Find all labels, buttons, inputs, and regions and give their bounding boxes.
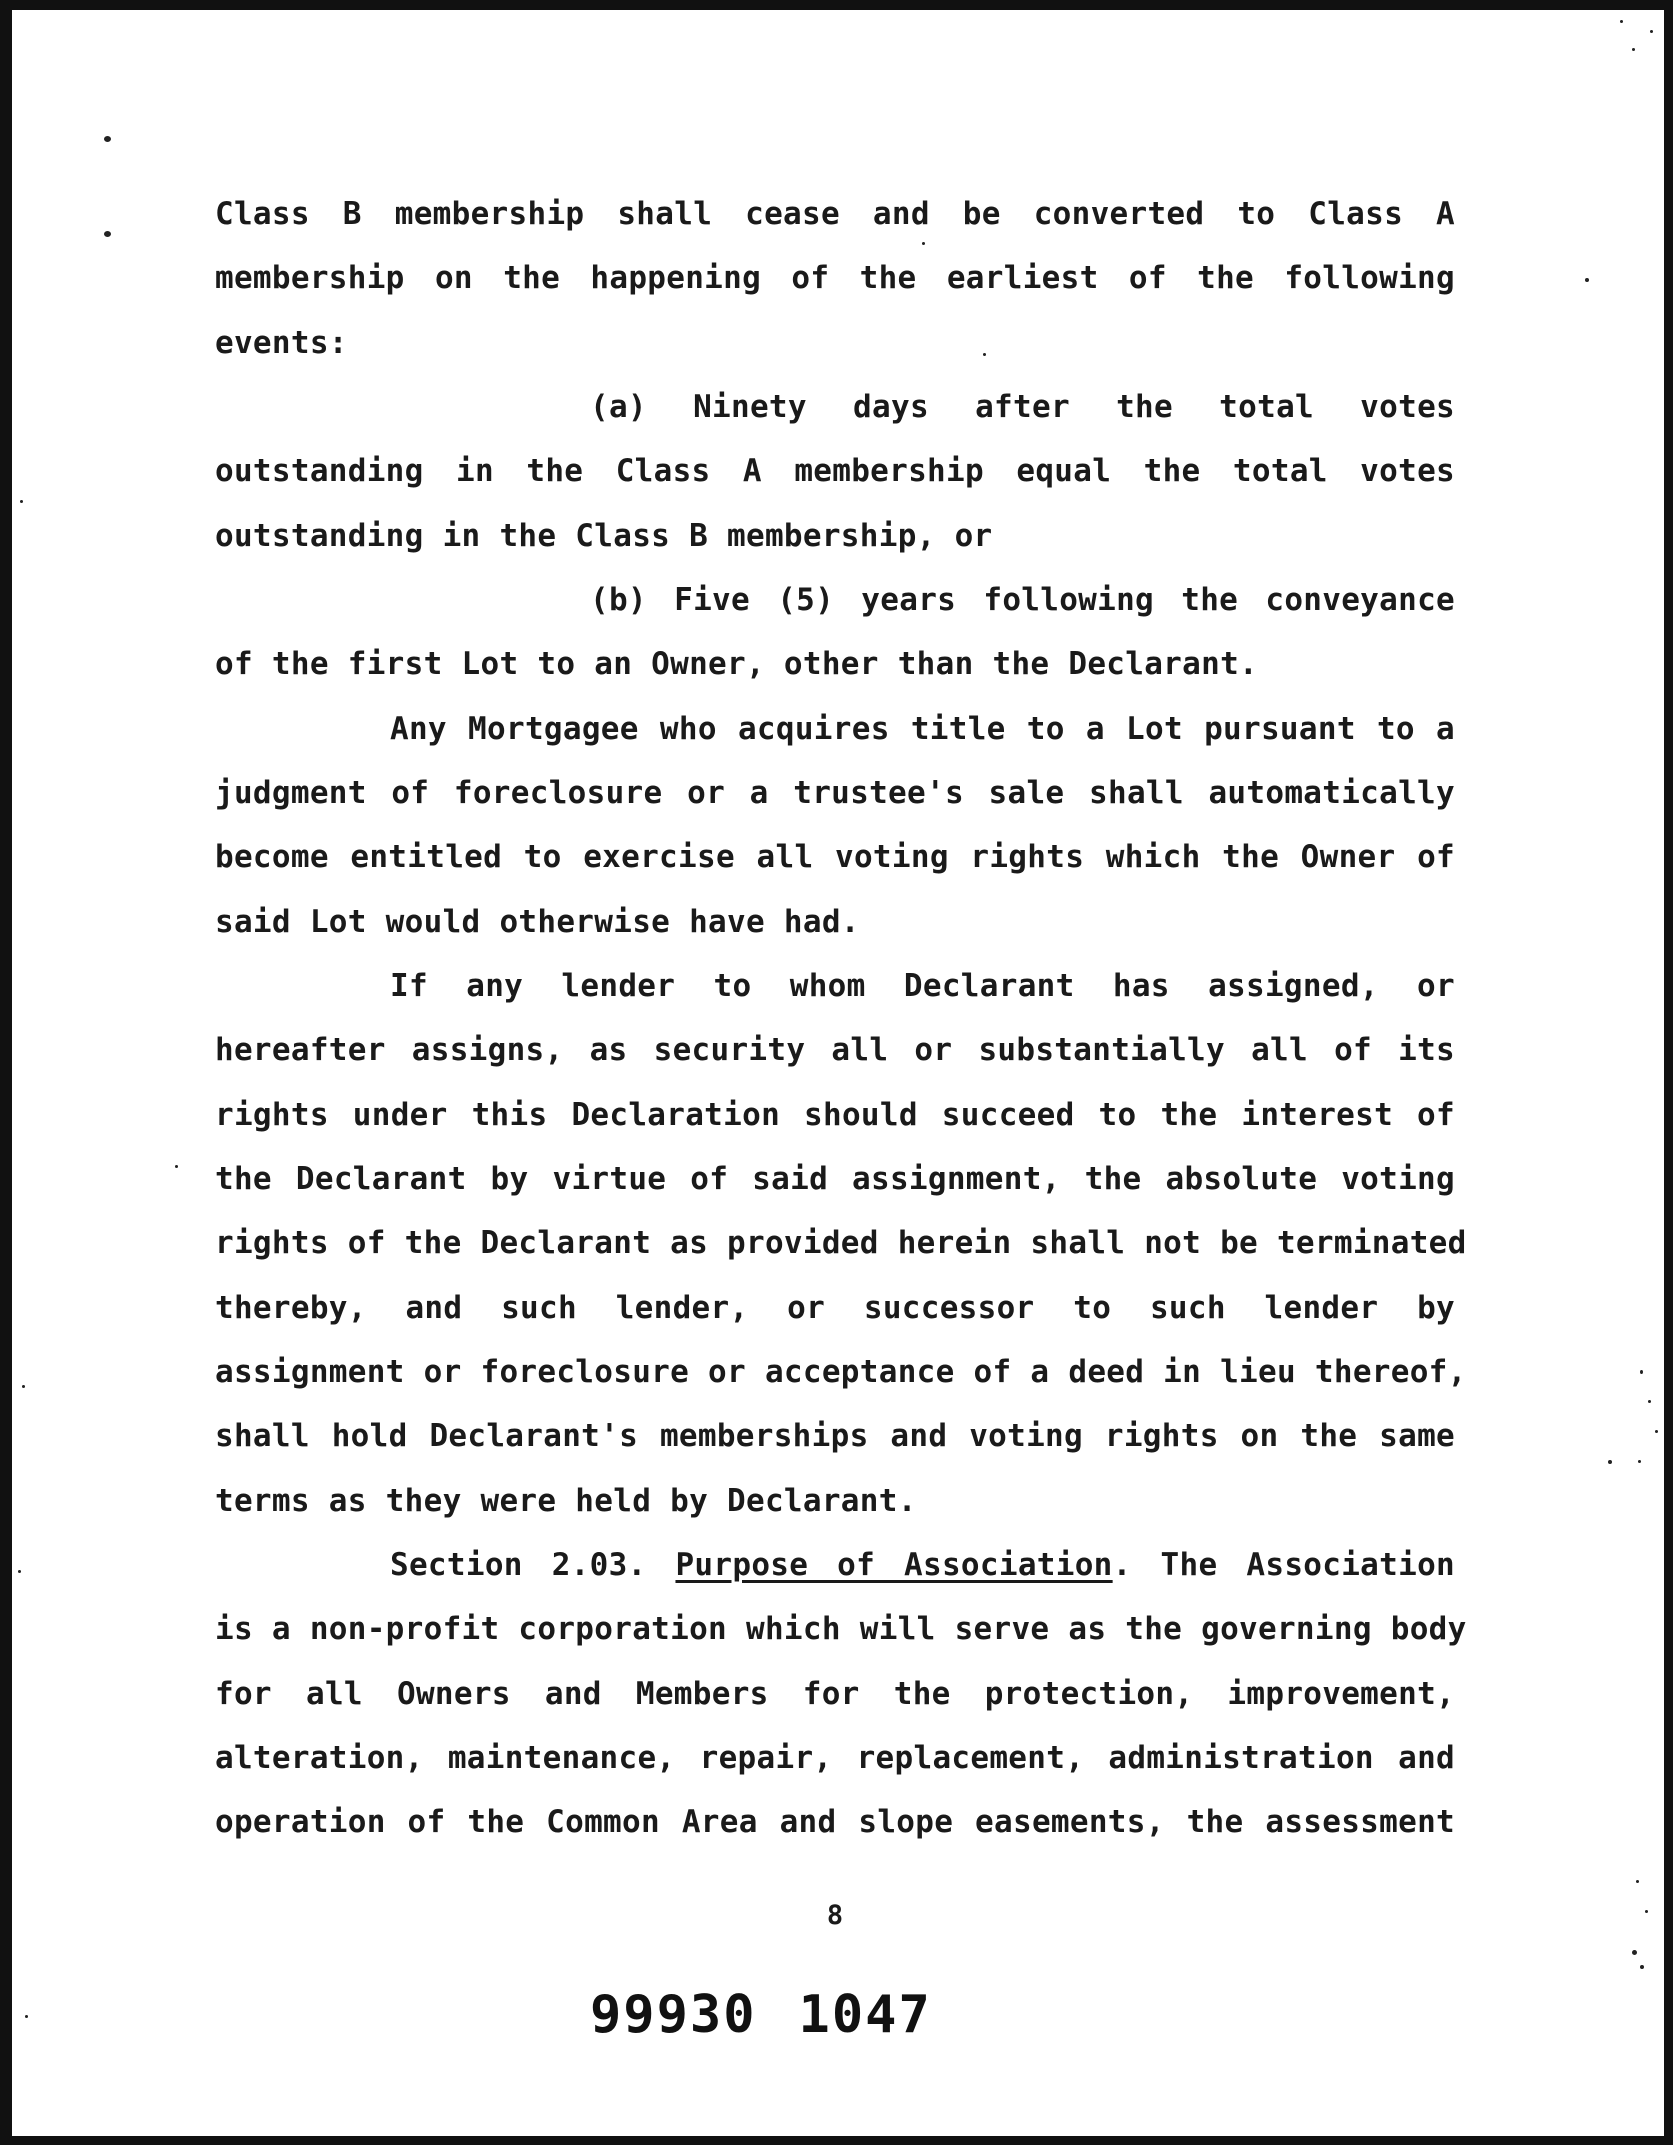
body-line: assignment or foreclosure or acceptance of a deed in lieu thereof,	[215, 1354, 1467, 1390]
scan-speck	[1632, 48, 1635, 51]
scan-speck	[104, 231, 111, 237]
scan-speck	[175, 1165, 178, 1168]
document-stamp	[590, 1985, 990, 2045]
body-line: Class B membership shall cease and be converted to Class A	[215, 196, 1455, 232]
body-line: terms as they were held by Declarant.	[215, 1483, 917, 1519]
body-line: rights of the Declarant as provided herein shall not be terminated	[215, 1225, 1467, 1261]
body-line: of the first Lot to an Owner, other than the Declarant.	[215, 646, 1258, 682]
scan-speck	[1650, 30, 1653, 33]
body-line: judgment of foreclosure or a trustee's sale shall automatically	[215, 775, 1455, 811]
scan-speck	[22, 1385, 25, 1388]
section-heading: Purpose of Association	[675, 1547, 1113, 1583]
scan-border-left	[0, 0, 12, 2145]
scan-speck	[1636, 1880, 1639, 1883]
section-label: Section 2.03.	[390, 1547, 647, 1583]
body-line: rights under this Declaration should succeed to the interest of	[215, 1097, 1455, 1133]
page-number: 8	[826, 1900, 844, 1931]
body-line: the Declarant by virtue of said assignment, the absolute voting	[215, 1161, 1455, 1197]
body-line: hereafter assigns, as security all or substantially all of its	[215, 1032, 1455, 1068]
scan-speck	[1648, 1400, 1651, 1403]
body-line: is a non-profit corporation which will serve as the governing body	[215, 1611, 1467, 1647]
scan-speck	[1640, 1965, 1644, 1969]
body-line: shall hold Declarant's memberships and voting rights on the same	[215, 1418, 1455, 1454]
scan-speck	[1608, 1460, 1612, 1464]
body-line: alteration, maintenance, repair, replacement, administration and	[215, 1740, 1455, 1776]
body-line: said Lot would otherwise have had.	[215, 904, 860, 940]
scan-speck	[1585, 278, 1589, 282]
scan-speck	[1645, 1910, 1648, 1913]
body-line: outstanding in the Class B membership, or	[215, 518, 993, 554]
body-line: operation of the Common Area and slope easements, the assessment	[215, 1804, 1455, 1840]
list-item-a: (a) Ninety days after the total votes	[590, 389, 1455, 425]
paragraph-start: If any lender to whom Declarant has assigned, or	[390, 968, 1455, 1004]
scan-border-bottom	[0, 2136, 1673, 2145]
scan-speck	[1638, 1460, 1641, 1463]
stamp-right: 1047	[798, 1985, 932, 2045]
scan-speck	[1655, 1430, 1658, 1433]
body-line: events:	[215, 325, 348, 361]
scan-border-top	[0, 0, 1673, 10]
scan-speck	[104, 136, 111, 142]
body-line: become entitled to exercise all voting rights which the Owner of	[215, 839, 1455, 875]
scan-speck	[25, 2015, 28, 2018]
body-line: thereby, and such lender, or successor to such lender by	[215, 1290, 1455, 1326]
scan-speck	[922, 242, 925, 245]
paragraph-start: Any Mortgagee who acquires title to a Lot pursuant to a	[390, 711, 1455, 747]
body-line: membership on the happening of the earliest of the following	[215, 260, 1455, 296]
body-line: for all Owners and Members for the protection, improvement,	[215, 1676, 1455, 1712]
scan-speck	[1620, 20, 1623, 23]
stamp-left: 99930	[590, 1985, 757, 2045]
body-line: outstanding in the Class A membership equal the total votes	[215, 453, 1455, 489]
scan-speck	[20, 500, 23, 503]
list-item-b: (b) Five (5) years following the conveyance	[590, 582, 1455, 618]
section-heading-line	[390, 1545, 1455, 1585]
scan-speck	[1640, 1370, 1643, 1374]
section-heading-tail: . The Association	[1112, 1547, 1455, 1583]
scan-speck	[1632, 1950, 1637, 1955]
scan-border-right	[1664, 0, 1673, 2145]
scan-speck	[18, 1570, 21, 1573]
